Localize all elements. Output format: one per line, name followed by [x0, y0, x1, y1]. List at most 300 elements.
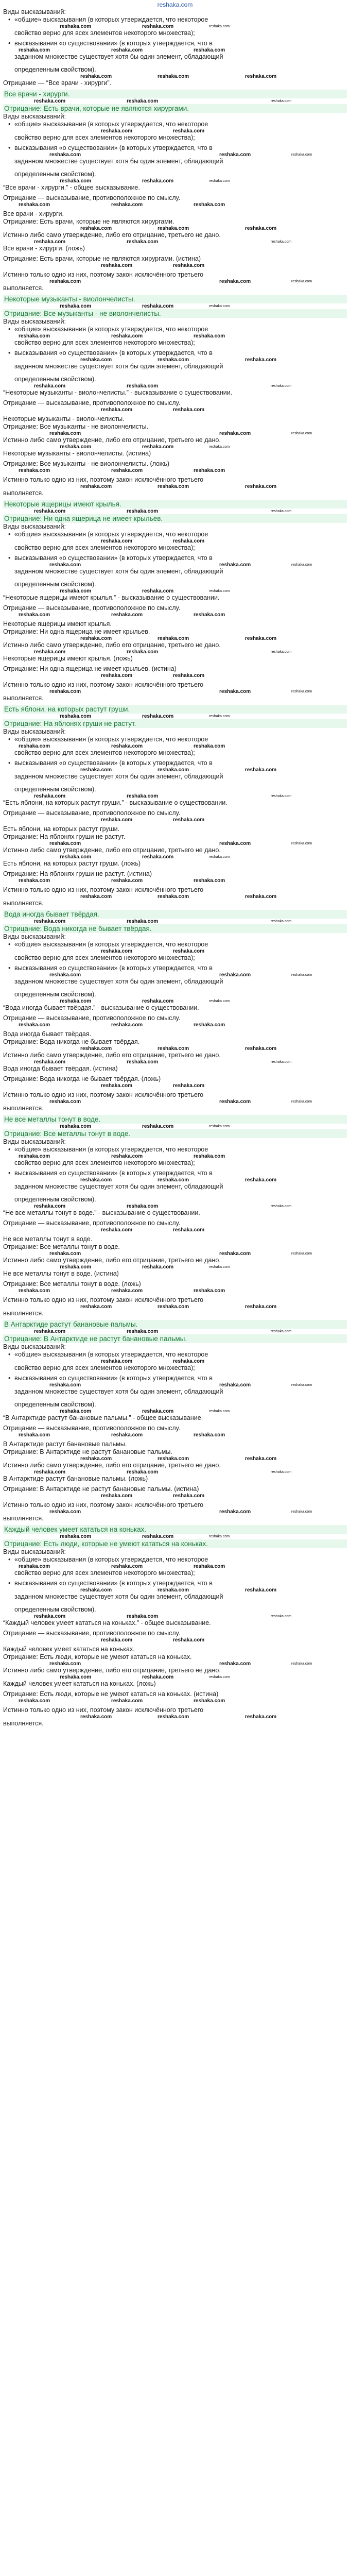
section-title: Некоторые ящерицы имеют крылья. — [3, 500, 347, 509]
statement-truth-line: Некоторые музыканты - виолончелисты. (истина) — [3, 450, 151, 457]
watermark: reshaka.com — [219, 689, 251, 694]
bullet-existence-cont: определенным свойством). — [14, 581, 96, 588]
excluded-middle-line: Истинно либо само утверждение, либо его отрицание, третьего не дано. — [3, 436, 221, 444]
bullet-text: высказывания «о существовании» (в которых утверждается, что в — [14, 964, 213, 972]
watermark: reshaka.com — [245, 1046, 277, 1052]
watermark-row — [3, 1124, 347, 1129]
bullet-general-cont: свойство верно для всех элементов некоторого множества); — [14, 1364, 195, 1371]
statement-line: Некоторые ящерицы имеют крылья. — [3, 620, 112, 628]
watermark: reshaka.com — [194, 1432, 225, 1438]
watermark: reshaka.com — [245, 1587, 277, 1593]
types-heading: Виды высказываний: — [3, 1343, 66, 1350]
watermark: reshaka.com — [194, 743, 225, 749]
watermark: reshaka.com — [271, 240, 292, 244]
watermark: reshaka.com — [219, 562, 251, 568]
types-heading: Виды высказываний: — [3, 318, 66, 325]
watermark: reshaka.com — [245, 1456, 277, 1462]
types-heading: Виды высказываний: — [3, 523, 66, 530]
conclusion-line: выполняется. — [3, 284, 44, 292]
watermark: reshaka.com — [101, 407, 133, 413]
watermark: reshaka.com — [245, 1714, 277, 1720]
watermark: reshaka.com — [111, 202, 143, 208]
watermark: reshaka.com — [209, 999, 230, 1003]
watermark-row — [3, 767, 347, 773]
bullet-general — [3, 16, 347, 24]
bullet-marker: • — [8, 531, 11, 538]
section-title: Каждый человек умеет кататься на коньках. — [3, 1525, 347, 1534]
watermark: reshaka.com — [291, 973, 312, 977]
bullet-text: высказывания «о существовании» (в которых утверждается, что в — [14, 759, 213, 767]
bullet-text: высказывания «о существовании» (в которых утверждается, что в — [14, 1580, 213, 1587]
types-heading: Виды высказываний: — [3, 113, 66, 120]
watermark: reshaka.com — [111, 1288, 143, 1294]
watermark-row — [3, 817, 347, 823]
bullet-general-cont: свойство верно для всех элементов некоторого множества); — [14, 339, 195, 346]
section-negation-highlight: Отрицание: Все музыканты - не виолончелисты. — [3, 309, 347, 318]
negation-definition: Отрицание — высказывание, противоположное по смыслу. — [3, 604, 181, 612]
bullet-existence — [3, 144, 347, 152]
types-heading: Виды высказываний: — [3, 728, 66, 735]
watermark: reshaka.com — [101, 1359, 133, 1364]
negation-definition: Отрицание — высказывание, противоположное по смыслу. — [3, 1219, 181, 1227]
watermark: reshaka.com — [142, 1674, 174, 1680]
watermark: reshaka.com — [127, 509, 159, 514]
bullet-marker: • — [8, 1146, 11, 1153]
bullet-existence-cont: заданном множестве существует хотя бы один элемент, обладающий — [14, 53, 223, 60]
watermark: reshaka.com — [49, 1509, 81, 1515]
watermark: reshaka.com — [271, 510, 292, 513]
statement-truth-line: Все врачи - хирурги. (ложь) — [3, 245, 85, 252]
types-heading: Виды высказываний: — [3, 8, 66, 15]
bullet-existence-cont: заданном множестве существует хотя бы один элемент, обладающий — [14, 1183, 223, 1190]
watermark-row — [3, 1674, 347, 1680]
negation-truth-line: Отрицание: Все музыканты - не виолончелисты. (ложь) — [3, 460, 169, 467]
watermark: reshaka.com — [80, 74, 112, 79]
bullet-marker: • — [8, 1556, 11, 1563]
watermark: reshaka.com — [19, 333, 50, 339]
watermark: reshaka.com — [101, 1083, 133, 1089]
section-negation-highlight: Отрицание: Все металлы тонут в воде. — [3, 1129, 347, 1138]
bullet-text: высказывания «о существовании» (в которых утверждается, что в — [14, 349, 213, 357]
bullet-general — [3, 1351, 347, 1359]
watermark: reshaka.com — [219, 1509, 251, 1515]
conclusion-line: Истинно только одно из них, поэтому закон исключённого третьего — [3, 1706, 204, 1714]
watermark-row — [3, 1714, 347, 1720]
excluded-middle-line: Истинно либо само утверждение, либо его отрицание, третьего не дано. — [3, 1257, 221, 1264]
statement-line: Есть яблони, на которых растут груши. — [3, 825, 120, 833]
types-heading: Виды высказываний: — [3, 1138, 66, 1145]
negation-line: Отрицание — “Все врачи - хирурги”. — [3, 79, 112, 87]
watermark: reshaka.com — [157, 357, 189, 363]
watermark: reshaka.com — [111, 878, 143, 884]
watermark: reshaka.com — [19, 468, 50, 473]
watermark: reshaka.com — [173, 817, 205, 823]
watermark: reshaka.com — [49, 841, 81, 846]
watermark-row — [3, 919, 347, 924]
negation-definition: Отрицание — высказывание, противоположное по смыслу. — [3, 1014, 181, 1022]
watermark: reshaka.com — [101, 1227, 133, 1233]
watermark: reshaka.com — [291, 842, 312, 845]
watermark: reshaka.com — [245, 894, 277, 900]
excluded-middle-line: Истинно либо само утверждение, либо его отрицание, третьего не дано. — [3, 231, 221, 239]
watermark-row — [3, 1382, 347, 1388]
watermark-row — [3, 444, 347, 450]
watermark: reshaka.com — [271, 99, 292, 103]
watermark-row — [3, 279, 347, 284]
watermark-row — [3, 894, 347, 900]
watermark: reshaka.com — [142, 714, 174, 719]
watermark-row — [3, 1587, 347, 1593]
watermark: reshaka.com — [80, 1714, 112, 1720]
watermark: reshaka.com — [60, 714, 92, 719]
watermark: reshaka.com — [194, 202, 225, 208]
bullet-marker: • — [8, 1351, 11, 1358]
watermark: reshaka.com — [127, 383, 159, 389]
watermark: reshaka.com — [142, 178, 174, 184]
watermark: reshaka.com — [209, 179, 230, 183]
watermark: reshaka.com — [60, 588, 92, 594]
bullet-text: «общие» высказывания (в которых утверждается, что некоторое — [14, 1146, 208, 1153]
bullet-existence-cont: определенным свойством). — [14, 786, 96, 793]
watermark-row — [3, 98, 347, 104]
bullet-existence — [3, 40, 347, 47]
section-title: Не все металлы тонут в воде. — [3, 1115, 347, 1124]
watermark: reshaka.com — [34, 1329, 66, 1334]
watermark: reshaka.com — [157, 1304, 189, 1310]
bullet-text: высказывания «о существовании» (в которых утверждается, что в — [14, 144, 213, 151]
negation-line: Отрицание: В Антарктиде не растут банановые пальмы. — [3, 1448, 172, 1455]
watermark: reshaka.com — [60, 444, 92, 450]
section-title: Все врачи - хирурги. — [3, 90, 347, 98]
conclusion-line: выполняется. — [3, 694, 44, 702]
watermark: reshaka.com — [60, 1409, 92, 1414]
bullet-existence — [3, 349, 347, 357]
watermark: reshaka.com — [291, 1100, 312, 1104]
watermark-row — [3, 538, 347, 544]
classification-line: “Некоторые ящерицы имеют крылья.” - высказывание о существовании. — [3, 594, 220, 601]
conclusion-line: Истинно только одно из них, поэтому закон исключённого третьего — [3, 886, 204, 893]
conclusion-line: выполняется. — [3, 1720, 44, 1727]
watermark: reshaka.com — [157, 894, 189, 900]
bullet-general-cont: свойство верно для всех элементов некоторого множества); — [14, 954, 195, 961]
bullet-marker: • — [8, 941, 11, 948]
watermark-row — [3, 841, 347, 846]
conclusion-line: выполняется. — [3, 1105, 44, 1112]
watermark: reshaka.com — [19, 202, 50, 208]
negation-line: Отрицание: Есть люди, которые не умеют кататься на коньках. — [3, 1653, 192, 1660]
bullet-marker: • — [8, 144, 11, 151]
watermark: reshaka.com — [157, 1714, 189, 1720]
watermark-row — [3, 1154, 347, 1159]
bullet-existence-cont: заданном множестве существует хотя бы один элемент, обладающий — [14, 363, 223, 370]
statement-line: Каждый человек умеет кататься на коньках. — [3, 1646, 135, 1653]
watermark: reshaka.com — [209, 25, 230, 28]
watermark: reshaka.com — [101, 1637, 133, 1643]
watermark: reshaka.com — [80, 767, 112, 773]
watermark-row — [3, 357, 347, 363]
watermark-row — [3, 407, 347, 413]
conclusion-line: Истинно только одно из них, поэтому закон исключённого третьего — [3, 1501, 204, 1509]
watermark-row — [3, 1637, 347, 1643]
watermark: reshaka.com — [173, 1227, 205, 1233]
watermark: reshaka.com — [127, 649, 159, 655]
bullet-marker: • — [8, 349, 11, 357]
bullet-marker: • — [8, 554, 11, 562]
watermark-row — [3, 1661, 347, 1667]
bullet-general-cont: свойство верно для всех элементов некоторого множества); — [14, 1159, 195, 1166]
watermark: reshaka.com — [101, 1493, 133, 1499]
excluded-middle-line: Истинно либо само утверждение, либо его отрицание, третьего не дано. — [3, 1052, 221, 1059]
watermark: reshaka.com — [173, 1359, 205, 1364]
watermark-row — [3, 1264, 347, 1270]
watermark: reshaka.com — [291, 432, 312, 435]
bullet-marker: • — [8, 1580, 11, 1587]
watermark: reshaka.com — [245, 1177, 277, 1183]
classification-line: “Вода иногда бывает твёрдая.” - высказывание о существовании. — [3, 1004, 199, 1011]
watermark-row — [3, 239, 347, 245]
watermark: reshaka.com — [80, 1177, 112, 1183]
watermark: reshaka.com — [19, 612, 50, 618]
watermark-row — [3, 1227, 347, 1233]
watermark: reshaka.com — [34, 383, 66, 389]
watermark: reshaka.com — [111, 333, 143, 339]
watermark-row — [3, 1251, 347, 1257]
watermark: reshaka.com — [291, 1510, 312, 1514]
watermark: reshaka.com — [219, 972, 251, 978]
conclusion-line: выполняется. — [3, 1310, 44, 1317]
conclusion-line: Истинно только одно из них, поэтому закон исключённого третьего — [3, 271, 204, 278]
negation-definition: Отрицание — высказывание, противоположное по смыслу. — [3, 1630, 181, 1637]
watermark: reshaka.com — [111, 468, 143, 473]
watermark: reshaka.com — [34, 239, 66, 245]
watermark: reshaka.com — [209, 304, 230, 308]
watermark-row — [3, 636, 347, 641]
bullet-existence-cont: определенным свойством). — [14, 1196, 96, 1203]
watermark: reshaka.com — [80, 357, 112, 363]
watermark-row — [3, 1288, 347, 1294]
watermark: reshaka.com — [34, 793, 66, 799]
watermark: reshaka.com — [19, 1432, 50, 1438]
bullet-existence — [3, 1375, 347, 1382]
watermark-row — [3, 612, 347, 618]
watermark: reshaka.com — [80, 226, 112, 231]
watermark: reshaka.com — [34, 919, 66, 924]
watermark: reshaka.com — [101, 128, 133, 134]
watermark: reshaka.com — [219, 841, 251, 846]
watermark: reshaka.com — [291, 1383, 312, 1387]
watermark: reshaka.com — [271, 920, 292, 923]
watermark: reshaka.com — [209, 1125, 230, 1128]
watermark-row — [3, 1698, 347, 1704]
bullet-text: высказывания «о существовании» (в которых утверждается, что в — [14, 1375, 213, 1382]
conclusion-line: выполняется. — [3, 900, 44, 907]
negation-line: Отрицание: Все музыканты - не виолончелисты. — [3, 423, 149, 430]
watermark: reshaka.com — [271, 1330, 292, 1333]
bullet-existence-cont: определенным свойством). — [14, 376, 96, 383]
watermark: reshaka.com — [209, 855, 230, 859]
watermark-row — [3, 1409, 347, 1414]
watermark-row — [3, 24, 347, 29]
watermark: reshaka.com — [49, 1251, 81, 1257]
watermark: reshaka.com — [157, 226, 189, 231]
watermark: reshaka.com — [127, 98, 159, 104]
bullet-marker: • — [8, 1375, 11, 1382]
bullet-existence-cont: заданном множестве существует хотя бы один элемент, обладающий — [14, 568, 223, 575]
bullet-existence-cont: определенным свойством). — [14, 991, 96, 998]
watermark: reshaka.com — [80, 894, 112, 900]
watermark: reshaka.com — [194, 1154, 225, 1159]
watermark: reshaka.com — [60, 854, 92, 860]
bullet-existence-cont: заданном множестве существует хотя бы один элемент, обладающий — [14, 773, 223, 780]
bullet-general — [3, 121, 347, 128]
bullet-general-cont: свойство верно для всех элементов некоторого множества); — [14, 544, 195, 551]
bullet-general — [3, 1556, 347, 1564]
watermark: reshaka.com — [245, 636, 277, 641]
watermark: reshaka.com — [19, 47, 50, 53]
watermark: reshaka.com — [142, 24, 174, 29]
watermark: reshaka.com — [34, 1469, 66, 1475]
watermark: reshaka.com — [111, 1432, 143, 1438]
watermark: reshaka.com — [19, 1564, 50, 1569]
conclusion-line: Истинно только одно из них, поэтому закон исключённого третьего — [3, 1091, 204, 1098]
watermark: reshaka.com — [111, 1698, 143, 1704]
watermark: reshaka.com — [291, 280, 312, 283]
watermark: reshaka.com — [127, 1614, 159, 1619]
classification-line: “Есть яблони, на которых растут груши.” - высказывание о существовании. — [3, 799, 227, 806]
watermark: reshaka.com — [49, 1382, 81, 1388]
watermark: reshaka.com — [101, 817, 133, 823]
watermark: reshaka.com — [111, 612, 143, 618]
watermark: reshaka.com — [49, 1099, 81, 1105]
watermark: reshaka.com — [194, 47, 225, 53]
watermark: reshaka.com — [101, 263, 133, 268]
statement-truth-line: Не все металлы тонут в воде. (истина) — [3, 1270, 119, 1277]
bullet-general-cont: свойство верно для всех элементов некоторого множества); — [14, 134, 195, 141]
watermark: reshaka.com — [142, 1409, 174, 1414]
statement-line: В Антарктиде растут банановые пальмы. — [3, 1440, 127, 1448]
bullet-text: высказывания «о существовании» (в которых утверждается, что в — [14, 40, 213, 47]
watermark: reshaka.com — [101, 948, 133, 954]
negation-definition: Отрицание — высказывание, противоположное по смыслу. — [3, 399, 181, 406]
watermark: reshaka.com — [127, 1469, 159, 1475]
watermark-row — [3, 303, 347, 309]
watermark: reshaka.com — [142, 1264, 174, 1270]
watermark: reshaka.com — [34, 1204, 66, 1209]
watermark-row — [3, 1614, 347, 1619]
watermark-row — [3, 998, 347, 1004]
conclusion-line: Истинно только одно из них, поэтому закон исключённого третьего — [3, 681, 204, 688]
bullet-existence — [3, 759, 347, 767]
watermark: reshaka.com — [173, 538, 205, 544]
watermark: reshaka.com — [101, 673, 133, 679]
watermark: reshaka.com — [34, 1059, 66, 1065]
statement-truth-line: Вода иногда бывает твёрдая. (истина) — [3, 1065, 118, 1072]
bullet-existence-cont: определенным свойством). — [14, 66, 96, 73]
watermark: reshaka.com — [127, 1204, 159, 1209]
classification-line: “Не все металлы тонут в воде.” - высказывание о существовании. — [3, 1209, 200, 1216]
bullet-text: высказывания «о существовании» (в которых утверждается, что в — [14, 554, 213, 562]
watermark: reshaka.com — [80, 1304, 112, 1310]
watermark-row — [3, 854, 347, 860]
statement-line: Все врачи - хирурги. — [3, 210, 64, 217]
statement-line: Некоторые музыканты - виолончелисты. — [3, 415, 125, 422]
watermark: reshaka.com — [49, 431, 81, 436]
bullet-general-cont: свойство верно для всех элементов некоторого множества); — [14, 1569, 195, 1577]
watermark: reshaka.com — [194, 1288, 225, 1294]
bullet-marker: • — [8, 40, 11, 47]
classification-line: “В Антарктиде растут банановые пальмы.” - общее высказывание. — [3, 1414, 203, 1421]
watermark: reshaka.com — [209, 1675, 230, 1679]
watermark: reshaka.com — [209, 445, 230, 449]
watermark: reshaka.com — [194, 1022, 225, 1028]
watermark: reshaka.com — [219, 431, 251, 436]
negation-truth-line: Отрицание: Все металлы тонут в воде. (ложь) — [3, 1280, 141, 1287]
watermark: reshaka.com — [80, 636, 112, 641]
classification-line: “Некоторые музыканты - виолончелисты.” - высказывание о существовании. — [3, 389, 233, 396]
bullet-general — [3, 531, 347, 538]
excluded-middle-line: Истинно либо само утверждение, либо его отрицание, третьего не дано. — [3, 641, 221, 649]
section-negation-highlight: Отрицание: В Антарктиде не растут банановые пальмы. — [3, 1334, 347, 1343]
watermark: reshaka.com — [219, 279, 251, 284]
watermark: reshaka.com — [209, 589, 230, 593]
negation-truth-line: Отрицание: Есть люди, которые не умеют кататься на коньках. (истина) — [3, 1690, 219, 1698]
bullet-text: высказывания «о существовании» (в которых утверждается, что в — [14, 1170, 213, 1177]
negation-truth-line: Отрицание: На яблонях груши не растут. (истина) — [3, 870, 152, 877]
watermark: reshaka.com — [245, 74, 277, 79]
watermark: reshaka.com — [127, 1329, 159, 1334]
watermark: reshaka.com — [111, 1154, 143, 1159]
bullet-general — [3, 1146, 347, 1154]
watermark-row — [3, 743, 347, 749]
watermark: reshaka.com — [142, 588, 174, 594]
watermark: reshaka.com — [19, 878, 50, 884]
watermark: reshaka.com — [127, 239, 159, 245]
bullet-existence-cont: заданном множестве существует хотя бы один элемент, обладающий — [14, 1388, 223, 1395]
watermark-row — [3, 689, 347, 694]
watermark-row — [3, 333, 347, 339]
watermark-row — [3, 1304, 347, 1310]
watermark-row — [3, 226, 347, 231]
watermark: reshaka.com — [142, 303, 174, 309]
watermark: reshaka.com — [194, 333, 225, 339]
watermark: reshaka.com — [157, 484, 189, 489]
watermark-row — [3, 1204, 347, 1209]
section-title: Некоторые музыканты - виолончелисты. — [3, 295, 347, 303]
watermark: reshaka.com — [142, 854, 174, 860]
watermark: reshaka.com — [142, 1124, 174, 1129]
watermark: reshaka.com — [291, 1662, 312, 1666]
watermark-row — [3, 1059, 347, 1065]
statement-line: Вода иногда бывает твёрдая. — [3, 1030, 92, 1038]
conclusion-line: выполняется. — [3, 1515, 44, 1522]
watermark: reshaka.com — [271, 1205, 292, 1208]
watermark: reshaka.com — [173, 128, 205, 134]
watermark: reshaka.com — [157, 636, 189, 641]
bullet-text: «общие» высказывания (в которых утверждается, что некоторое — [14, 736, 208, 743]
bullet-marker: • — [8, 759, 11, 767]
watermark-row — [3, 202, 347, 208]
watermark: reshaka.com — [157, 767, 189, 773]
site-header-link[interactable]: reshaka.com — [157, 1, 193, 8]
bullet-marker: • — [8, 964, 11, 972]
watermark: reshaka.com — [60, 998, 92, 1004]
watermark: reshaka.com — [19, 1022, 50, 1028]
watermark-row — [3, 383, 347, 389]
watermark: reshaka.com — [291, 690, 312, 693]
negation-line: Отрицание: Ни одна ящерица не имеет крыльев. — [3, 628, 150, 635]
watermark: reshaka.com — [194, 612, 225, 618]
watermark: reshaka.com — [173, 407, 205, 413]
